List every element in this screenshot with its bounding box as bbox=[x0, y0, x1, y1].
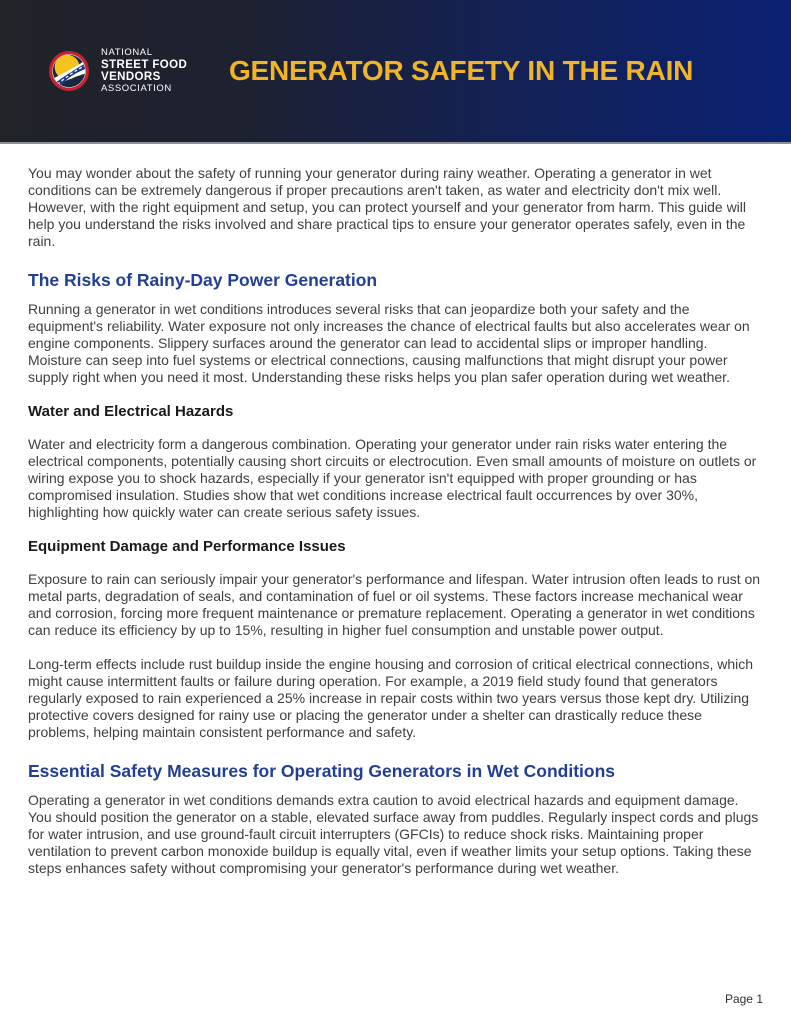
section-heading-safety-measures: Essential Safety Measures for Operating Generators in Wet Conditions bbox=[28, 761, 616, 781]
page-number: Page 1 bbox=[724, 992, 763, 1006]
risks-paragraph: Running a generator in wet conditions introduces several risks that can jeopardize both your safety and the equipment's reliability. Water exposure not only increases the chance of electrical faults but also accelerates wear on engine components. Slippery surfaces around the generator can lead to accidental slips or improper handling. Moisture can seep into fuel systems or electrical connections, causing malfunctions that might disrupt your power supply right when you need it most. Understanding these risks helps you plan safer operation during wet weather. bbox=[28, 301, 750, 385]
association-logo bbox=[48, 47, 187, 95]
association-name bbox=[101, 47, 187, 95]
section-heading-risks: The Risks of Rainy-Day Power Generation bbox=[28, 270, 378, 290]
association-name-line3: VENDORS bbox=[101, 71, 161, 83]
intro-paragraph: You may wonder about the safety of running your generator during rainy weather. Operating a generator in wet conditions can be extremely dangerous if proper precautions aren't taken, as water and electricity don't mix well. However, with the right equipment and setup, you can protect yourself and your generator from harm. This guide will help you understand the risks involved and share practical tips to ensure your generator operates safely, even in the rain. bbox=[28, 165, 747, 249]
document-title: GENERATOR SAFETY IN THE RAIN bbox=[228, 55, 694, 86]
document-body bbox=[0, 144, 791, 877]
equipment-damage-paragraph-2: Long-term effects include rust buildup inside the engine housing and corrosion of critical electrical connections, which might cause intermittent faults or failure during operation. For example, a 2019 field study found that generators regularly exposed to rain experienced a 25% increase in repair costs within two years versus those kept dry. Utilizing protective covers designed for rainy use or placing the generator under a shelter can drastically reduce these problems, helping maintain consistent performance and safety. bbox=[28, 656, 754, 740]
equipment-damage-paragraph-1: Exposure to rain can seriously impair your generator's performance and lifespan. Water intrusion often leads to rust on metal parts, degradation of seals, and contamination of fuel or oil systems. These factors increase mechanical wear and corrosion, forcing more frequent maintenance or premature replacement. Operating a generator in wet conditions can reduce its efficiency by up to 15%, resulting in higher fuel consumption and unstable power output. bbox=[28, 571, 761, 638]
association-name-line1: NATIONAL bbox=[101, 47, 153, 58]
association-name-line2: STREET FOOD bbox=[101, 59, 188, 71]
safety-measures-paragraph: Operating a generator in wet conditions demands extra caution to avoid electrical hazards and equipment damage. You should position the generator on a stable, elevated surface away from puddles. Regularly inspect cords and plugs for water intrusion, and use ground-fault circuit interrupters (GFCIs) to reduce shock risks. Maintaining proper ventilation to prevent carbon monoxide buildup is equally vital, even if weather limits your setup options. Taking these steps enhances safety without compromising your generator's performance during wet weather. bbox=[28, 792, 759, 876]
subheading-water-electrical-hazards: Water and Electrical Hazards bbox=[28, 403, 234, 420]
subheading-equipment-damage: Equipment Damage and Performance Issues bbox=[28, 538, 346, 555]
document-header bbox=[0, 0, 791, 144]
association-logo-icon bbox=[48, 50, 90, 92]
association-name-line4: ASSOCIATION bbox=[101, 83, 172, 94]
page-footer bbox=[725, 992, 763, 1006]
water-hazards-paragraph: Water and electricity form a dangerous combination. Operating your generator under rain risks water entering the electrical components, potentially causing short circuits or electrocution. Even small amounts of moisture on outlets or wiring expose you to shock hazards, especially if your generator isn't equipped with proper grounding or has compromised insulation. Studies show that wet conditions increase electrical fault occurrences by over 30%, highlighting how quickly water can create serious safety issues. bbox=[28, 436, 757, 520]
